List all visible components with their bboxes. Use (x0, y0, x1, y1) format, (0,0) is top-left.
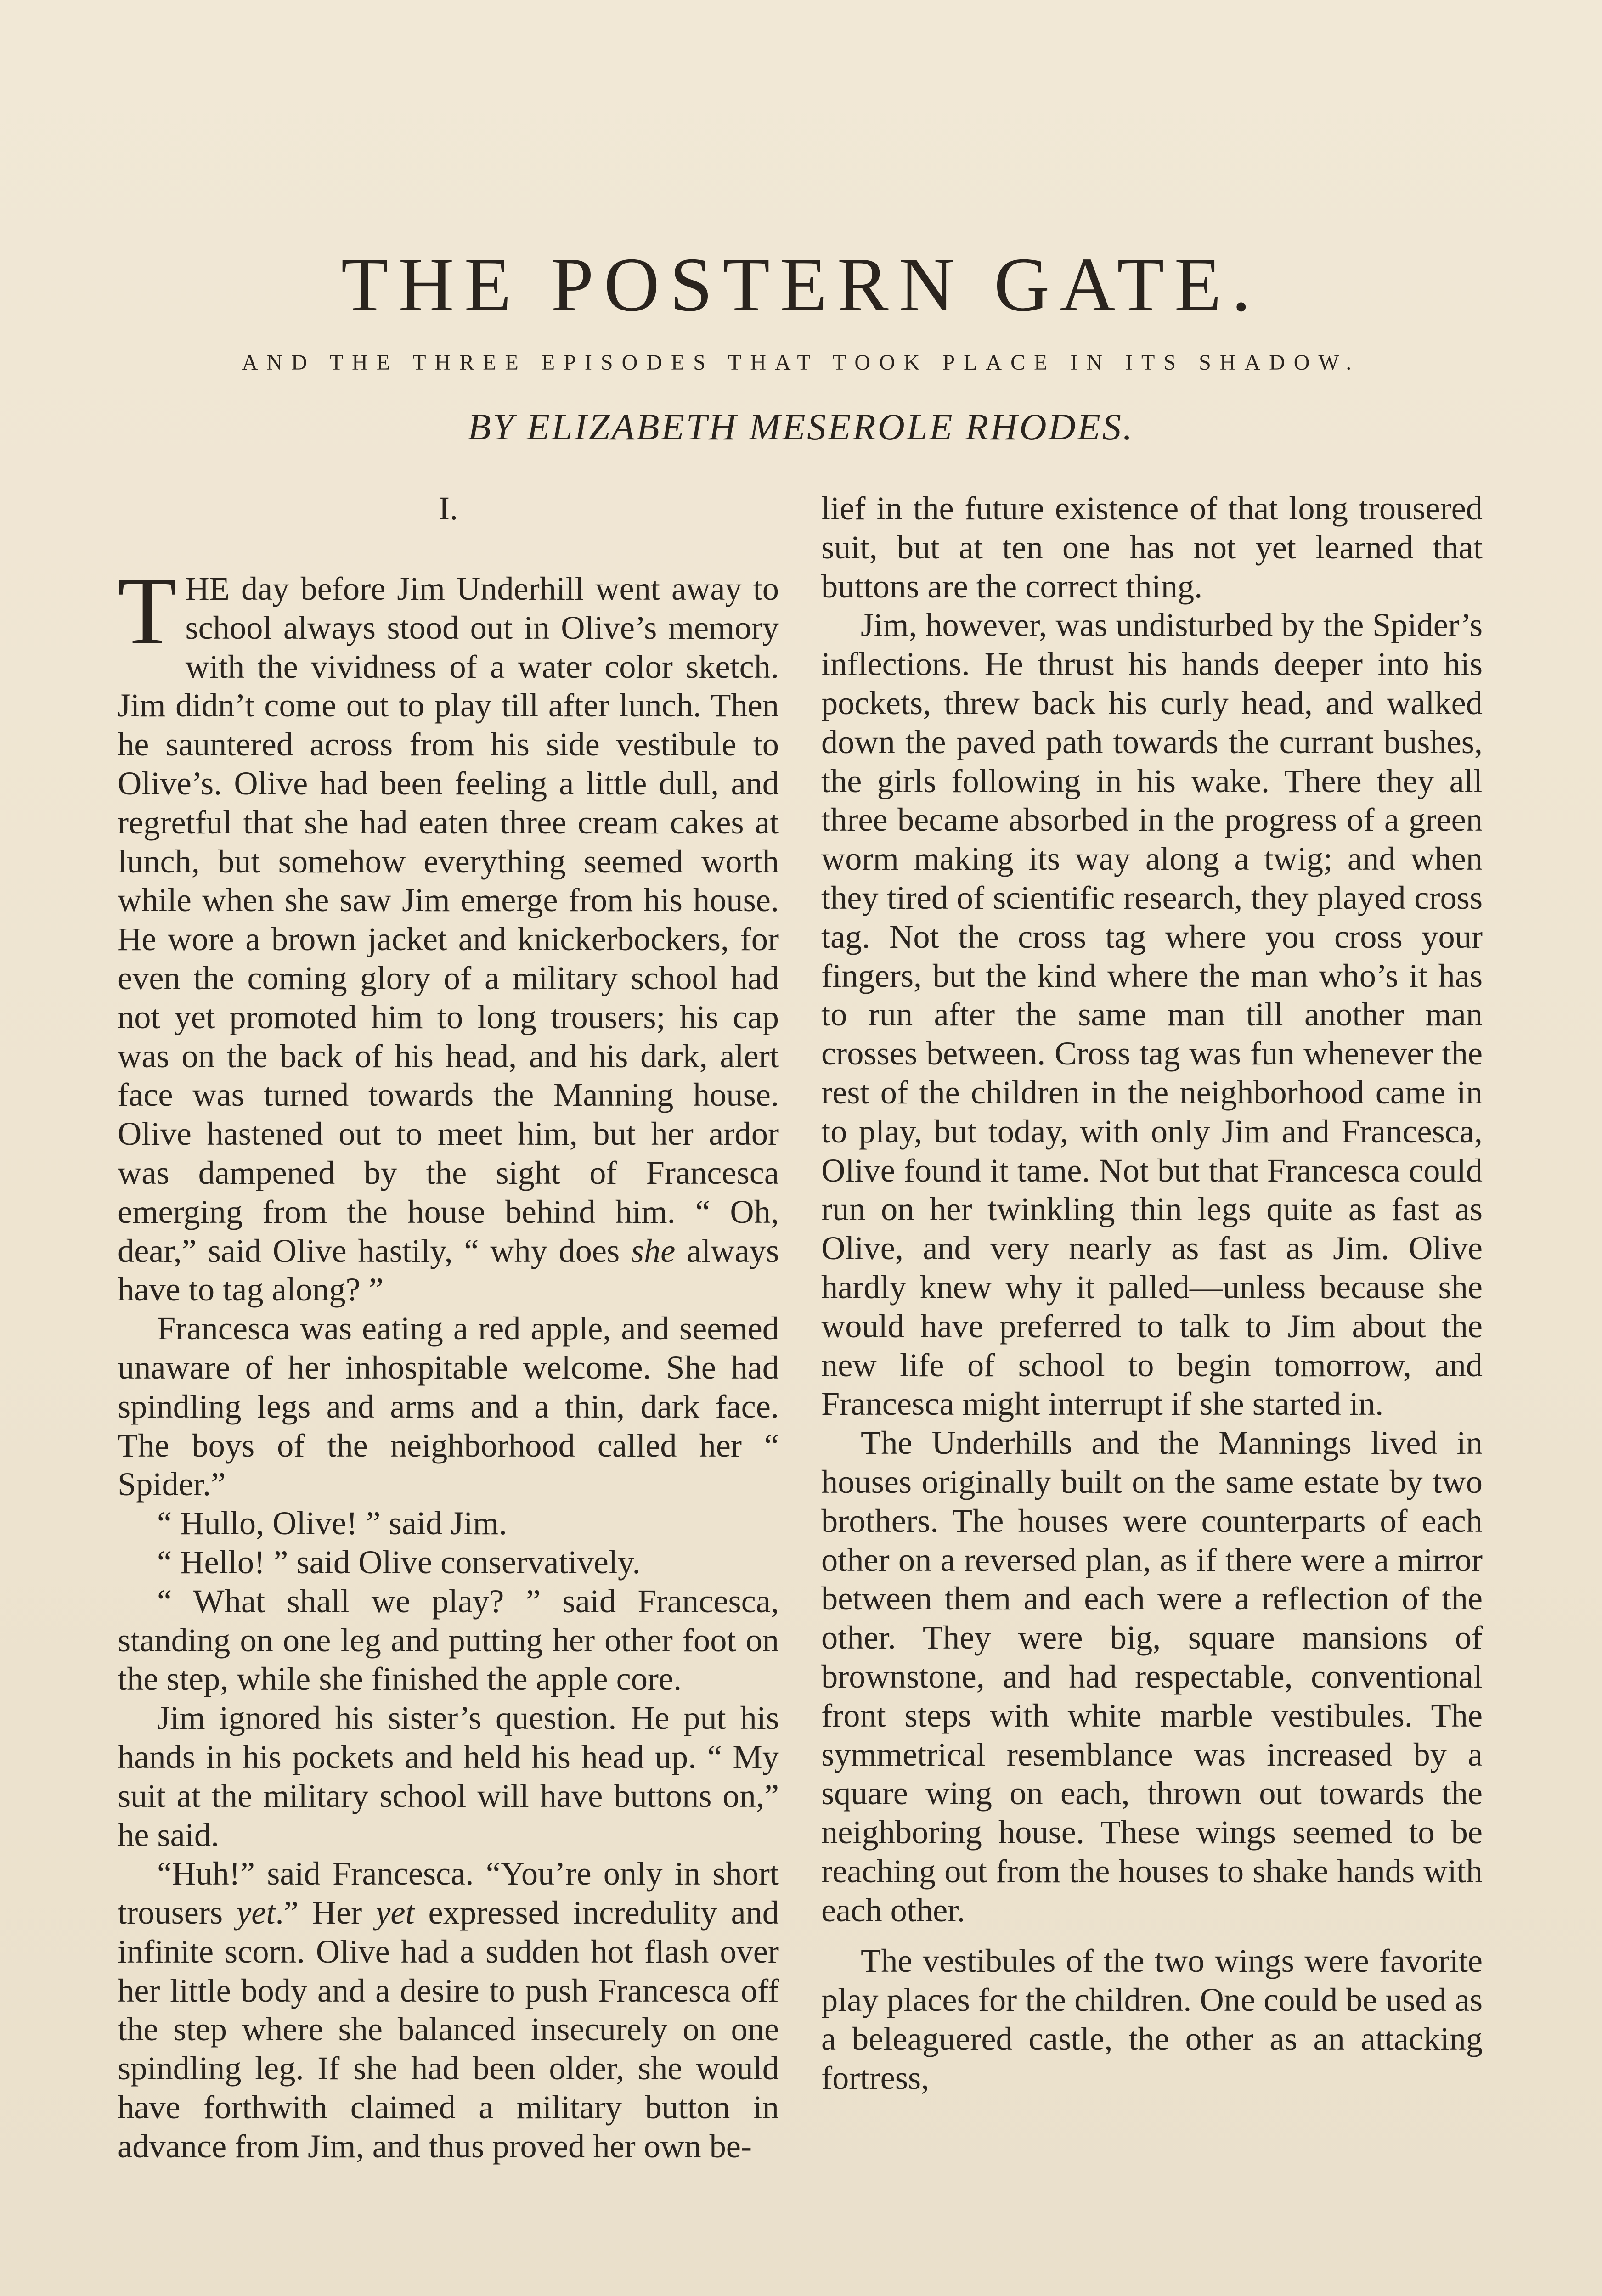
section-number: I. (438, 490, 458, 527)
paragraph: The vestibules of the two wings were favorite play places for the children. One could be used as a beleaguered castle, the other as an attacking fortress, (821, 1942, 1483, 2096)
left-text-column (118, 489, 779, 2166)
emphasis-text: she (631, 1232, 676, 1269)
emphasis-text: yet (376, 1894, 415, 1931)
emphasis-text: yet (237, 1894, 276, 1931)
opening-paragraph (118, 557, 779, 1309)
right-text-column (821, 489, 1483, 2098)
paragraph-text: HE day before Jim Underhill went away to school always stood out in Olive’s memory with the vividness of a water color sketch. Jim didn’t come out to play till after lunch. Then he sauntered across from his side vestibule to Olive’s. Olive had been feeling a little dull, and regretful that she had eaten three cream cakes at lunch, but somehow everything seemed worth while when she saw Jim emerge from his house. He wore a brown jacket and knickerbockers, for even the coming glory of a military school had not yet promoted him to long trousers; his cap was on the back of his head, and his dark, alert face was turned towards the Manning house. Olive hastened out to meet him, but her ardor was dampened by the sight of Francesca emerging from the house behind him. “ Oh, dear,” said Olive hastily, “ why does (118, 570, 779, 1269)
paragraph: “ Hello! ” said Olive conservatively. (157, 1543, 641, 1581)
paragraph: “ What shall we play? ” said Francesca, standing on one leg and putting her other foot on the step, while she finished the apple core. (118, 1582, 779, 1698)
paragraph: Francesca was eating a red apple, and seemed unaware of her inhospitable welcome. She had spindling legs and arms and a thin, dark face. The boys of the neighborhood called her “ Spider.” (118, 1310, 779, 1503)
story-subtitle: AND THE THREE EPISODES THAT TOOK PLACE IN ITS SHADOW. (242, 350, 1360, 375)
paragraph: Jim, however, was undisturbed by the Spider’s inflections. He thrust his hands deeper into his pockets, threw back his curly head, and walked down the paved path towards the currant bushes, the girls following in his wake. There they all three became absorbed in the progress of a green worm making its way along a twig; and when they tired of scientific research, they played cross tag. Not the cross tag where you cross your fingers, but the kind where the man who’s it has to run after the same man till another man crosses between. Cross tag was fun whenever the rest of the children in the neighborhood came in to play, but today, with only Jim and Francesca, Olive found it tame. Not but that Francesca could run on her twinkling thin legs quite as fast as Olive, and very nearly as fast as Jim. Olive hardly knew why it palled—unless because she would have preferred to talk to Jim about the new life of school to begin tomorrow, and Francesca might interrupt if she started in. (821, 606, 1483, 1423)
paragraph: The Underhills and the Mannings lived in houses originally built on the same estate by two brothers. The houses were counterparts of each other on a reversed plan, as if there were a mirror between them and each were a reflection of the other. They were big, square mansions of brownstone, and had respectable, conventional front steps with white marble vestibules. The symmetrical resemblance was increased by a square wing on each, thrown out towards the neighboring house. These wings seemed to be reaching out from the houses to shake hands with each other. (821, 1424, 1483, 1929)
paragraph: “ Hullo, Olive! ” said Jim. (157, 1504, 507, 1542)
paragraph-text: expressed incredulity and infinite scorn. Olive had a sudden hot flash over her little body and a desire to push Francesca off the step where she balanced insecurely on one spindling leg. If she had been older, she would have forthwith claimed a military button in advance from Jim, and thus proved her own be- (118, 1894, 779, 2165)
drop-cap: T (118, 557, 177, 664)
paragraph-text: .” Her (275, 1894, 376, 1931)
paragraph-text: “Huh!” said Francesca. “You’re only in short trousers (118, 1855, 779, 1931)
author-byline: BY ELIZABETH MESEROLE RHODES. (468, 406, 1134, 448)
story-title: THE POSTERN GATE. (341, 242, 1261, 327)
paragraph: lief in the future existence of that long trousered suit, but at ten one has not yet learned that buttons are the correct thing. (821, 490, 1483, 605)
paragraph: Jim ignored his sister’s question. He put his hands in his pockets and held his head up. “ My suit at the military school will have buttons on,” he said. (118, 1699, 779, 1853)
paragraph-text: always have to tag along? ” (118, 1232, 779, 1308)
paragraph (118, 1854, 779, 2166)
